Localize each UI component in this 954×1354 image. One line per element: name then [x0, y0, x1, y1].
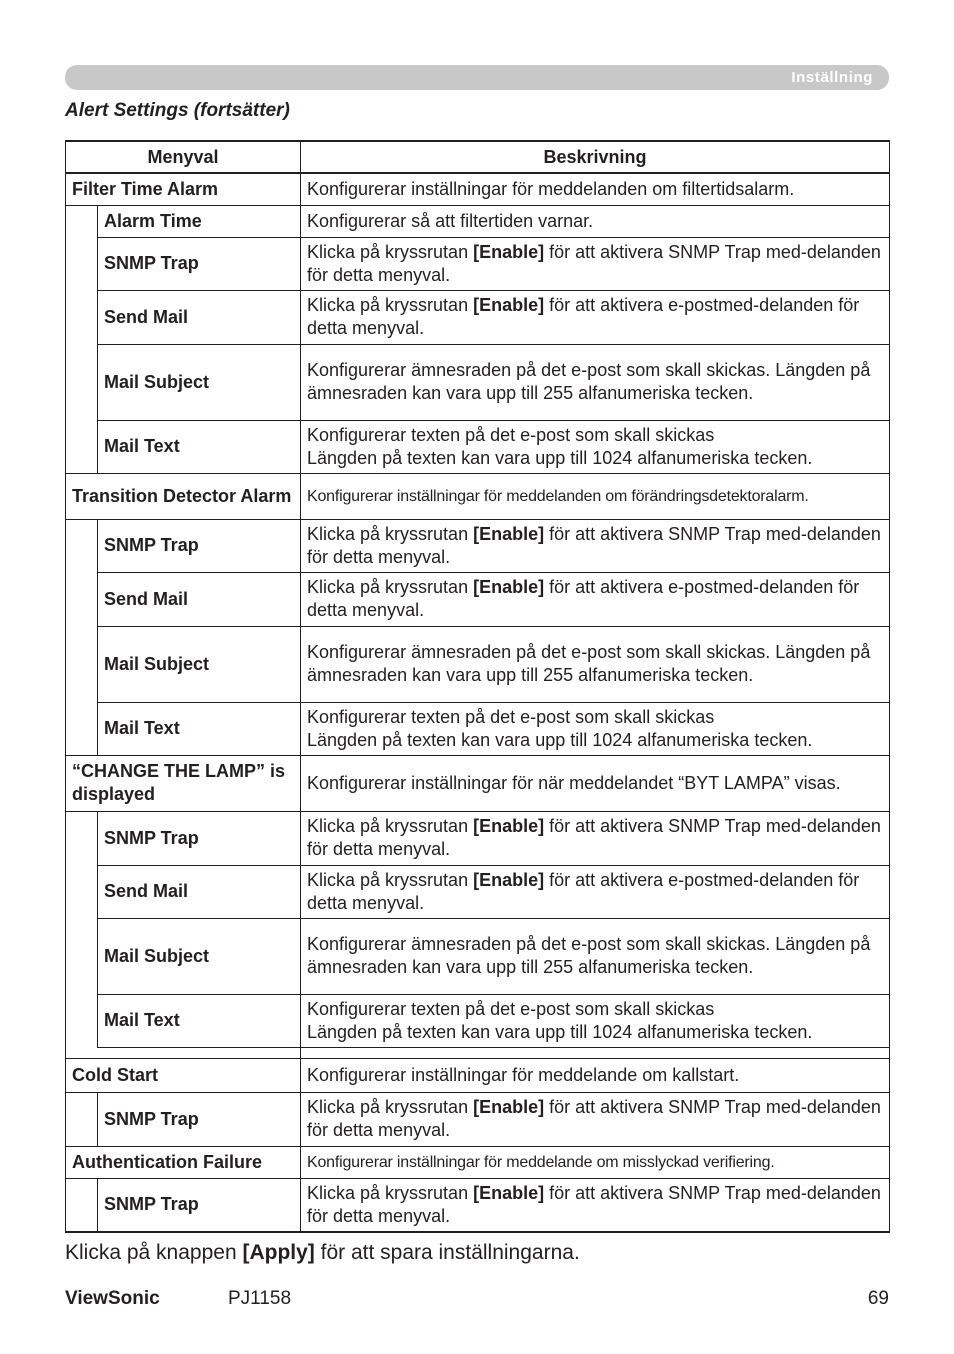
- sub-desc-cell: [301, 865, 890, 918]
- desc-text: för att aktivera e-postmed-delanden för detta menyval.: [307, 295, 860, 338]
- enable-keyword: [Enable]: [473, 869, 545, 890]
- sub-desc-cell: [301, 1178, 890, 1232]
- sub-row: [66, 918, 890, 994]
- desc-text: för att aktivera SNMP Trap med-delanden för detta menyval.: [307, 241, 881, 285]
- desc-text: Klicka på kryssrutan: [307, 577, 474, 597]
- footer-note: [65, 1241, 580, 1265]
- desc-text: Konfigurerar ämnesraden på det e-post som skall skickas. Längden på ämnesraden kan vara upp till 255 alfanumeriska tecken.: [307, 360, 871, 403]
- sub-desc-cell: [301, 572, 890, 626]
- enable-keyword: [Enable]: [473, 1097, 545, 1117]
- sub-desc-cell: [301, 811, 890, 865]
- sub-row: [66, 1178, 890, 1232]
- sub-menu-cell: Send Mail: [98, 290, 301, 344]
- desc-text: för att aktivera SNMP Trap med-delanden för detta menyval.: [307, 1097, 881, 1140]
- sub-row: [66, 1092, 890, 1146]
- desc-text: för att aktivera SNMP Trap med-delanden för detta menyval.: [307, 816, 881, 859]
- header-menu-cell: Menyval: [66, 141, 301, 173]
- table-body: [66, 173, 890, 1232]
- alert-settings-table: [65, 140, 890, 1233]
- sub-desc-cell: [301, 420, 890, 473]
- sub-row: [66, 420, 890, 473]
- sub-row: [66, 205, 890, 237]
- sub-menu-cell: Send Mail: [98, 572, 301, 626]
- table-gap-row: [66, 1047, 890, 1058]
- sub-row: [66, 994, 890, 1047]
- sub-desc-cell: [301, 994, 890, 1047]
- sub-menu-cell: Send Mail: [98, 865, 301, 918]
- sub-row: [66, 519, 890, 572]
- header-bar: [65, 65, 889, 90]
- sub-row: [66, 702, 890, 755]
- sub-row: [66, 237, 890, 290]
- desc-text: för att aktivera SNMP Trap med-delanden för detta menyval.: [307, 1182, 881, 1226]
- desc-text: Konfigurerar så att filtertiden varnar.: [307, 210, 594, 231]
- sub-desc-cell: [301, 702, 890, 755]
- desc-text: Konfigurerar texten på det e-post som skall skickas Längden på texten kan vara upp till 1024 alfanumeriska tecken.: [307, 424, 813, 468]
- desc-text: Konfigurerar texten på det e-post som skall skickas Längden på texten kan vara upp till 1024 alfanumeriska tecken.: [307, 998, 813, 1042]
- group-row: [66, 473, 890, 519]
- sub-desc-cell: [301, 519, 890, 572]
- desc-text: Klicka på kryssrutan: [307, 523, 474, 544]
- footer-note-apply: [Apply]: [242, 1241, 315, 1264]
- sub-menu-cell: SNMP Trap: [98, 237, 301, 290]
- model-number: PJ1158: [228, 1288, 292, 1309]
- group-row: [66, 1146, 890, 1178]
- group-menu-cell: Transition Detector Alarm: [66, 473, 301, 519]
- sub-menu-cell: Mail Subject: [98, 344, 301, 420]
- enable-keyword: [Enable]: [473, 816, 545, 836]
- indent-cell: [66, 811, 98, 1047]
- desc-text: Konfigurerar texten på det e-post som skall skickas Längden på texten kan vara upp till 1024 alfanumeriska tecken.: [307, 706, 813, 750]
- group-desc-cell: Konfigurerar inställningar för meddelande om kallstart.: [301, 1058, 890, 1092]
- desc-text: Klicka på kryssrutan: [307, 295, 474, 315]
- sub-menu-cell: SNMP Trap: [98, 1092, 301, 1146]
- indent-cell: [66, 205, 98, 473]
- desc-text: Klicka på kryssrutan: [307, 1097, 474, 1117]
- desc-text: för att aktivera SNMP Trap med-delanden för detta menyval.: [307, 523, 881, 567]
- group-desc-cell: Konfigurerar inställningar för meddelanden om förändringsdetektoralarm.: [301, 473, 890, 519]
- sub-menu-cell: SNMP Trap: [98, 1178, 301, 1232]
- group-menu-cell: Authentication Failure: [66, 1146, 301, 1178]
- brand-name: ViewSonic: [65, 1288, 160, 1309]
- group-desc-cell: Konfigurerar inställningar för när meddelandet “BYT LAMPA” visas.: [301, 755, 890, 811]
- enable-keyword: [Enable]: [473, 523, 545, 544]
- enable-keyword: [Enable]: [473, 295, 545, 315]
- sub-menu-cell: Mail Subject: [98, 918, 301, 994]
- header-desc-cell: Beskrivning: [301, 141, 890, 173]
- sub-desc-cell: [301, 344, 890, 420]
- group-row: [66, 173, 890, 205]
- footer-note-post: för att spara inställningarna.: [314, 1241, 580, 1264]
- indent-cell: [66, 519, 98, 755]
- sub-row: [66, 865, 890, 918]
- page-number: 69: [867, 1288, 889, 1309]
- desc-text: Klicka på kryssrutan: [307, 816, 474, 836]
- sub-desc-cell: [301, 918, 890, 994]
- desc-text: Klicka på kryssrutan: [307, 869, 474, 890]
- sub-desc-cell: [301, 290, 890, 344]
- group-row: [66, 755, 890, 811]
- sub-desc-cell: [301, 205, 890, 237]
- group-menu-cell: “CHANGE THE LAMP” is displayed: [66, 755, 301, 811]
- desc-text: Klicka på kryssrutan: [307, 241, 474, 262]
- sub-desc-cell: [301, 626, 890, 702]
- enable-keyword: [Enable]: [473, 241, 545, 262]
- sub-menu-cell: Mail Subject: [98, 626, 301, 702]
- sub-row: [66, 626, 890, 702]
- sub-row: [66, 344, 890, 420]
- section-title: Alert Settings (fortsätter): [65, 100, 290, 121]
- desc-text: Konfigurerar ämnesraden på det e-post som skall skickas. Längden på ämnesraden kan vara upp till 255 alfanumeriska tecken.: [307, 642, 871, 685]
- enable-keyword: [Enable]: [473, 577, 545, 597]
- group-desc-cell: Konfigurerar inställningar för meddelanden om filtertidsalarm.: [301, 173, 890, 205]
- sub-desc-cell: [301, 237, 890, 290]
- sub-menu-cell: SNMP Trap: [98, 811, 301, 865]
- desc-text: Konfigurerar ämnesraden på det e-post som skall skickas. Längden på ämnesraden kan vara upp till 255 alfanumeriska tecken.: [307, 934, 871, 977]
- desc-text: Klicka på kryssrutan: [307, 1182, 474, 1203]
- sub-row: [66, 572, 890, 626]
- table-header-row: [66, 141, 890, 173]
- sub-desc-cell: [301, 1092, 890, 1146]
- sub-row: [66, 811, 890, 865]
- group-desc-cell: Konfigurerar inställningar för meddelande om misslyckad verifiering.: [301, 1146, 890, 1178]
- desc-text: för att aktivera e-postmed-delanden för detta menyval.: [307, 577, 860, 620]
- group-row: [66, 1058, 890, 1092]
- group-menu-cell: Cold Start: [66, 1058, 301, 1092]
- header-label: Inställning: [791, 69, 873, 86]
- desc-text: för att aktivera e-postmed-delanden för detta menyval.: [307, 869, 860, 913]
- sub-menu-cell: Mail Text: [98, 420, 301, 473]
- sub-menu-cell: Mail Text: [98, 994, 301, 1047]
- indent-cell: [66, 1178, 98, 1232]
- sub-menu-cell: SNMP Trap: [98, 519, 301, 572]
- group-menu-cell: Filter Time Alarm: [66, 173, 301, 205]
- footer-note-pre: Klicka på knappen: [65, 1241, 243, 1264]
- sub-row: [66, 290, 890, 344]
- sub-menu-cell: Alarm Time: [98, 205, 301, 237]
- sub-menu-cell: Mail Text: [98, 702, 301, 755]
- enable-keyword: [Enable]: [473, 1182, 545, 1203]
- indent-cell: [66, 1092, 98, 1146]
